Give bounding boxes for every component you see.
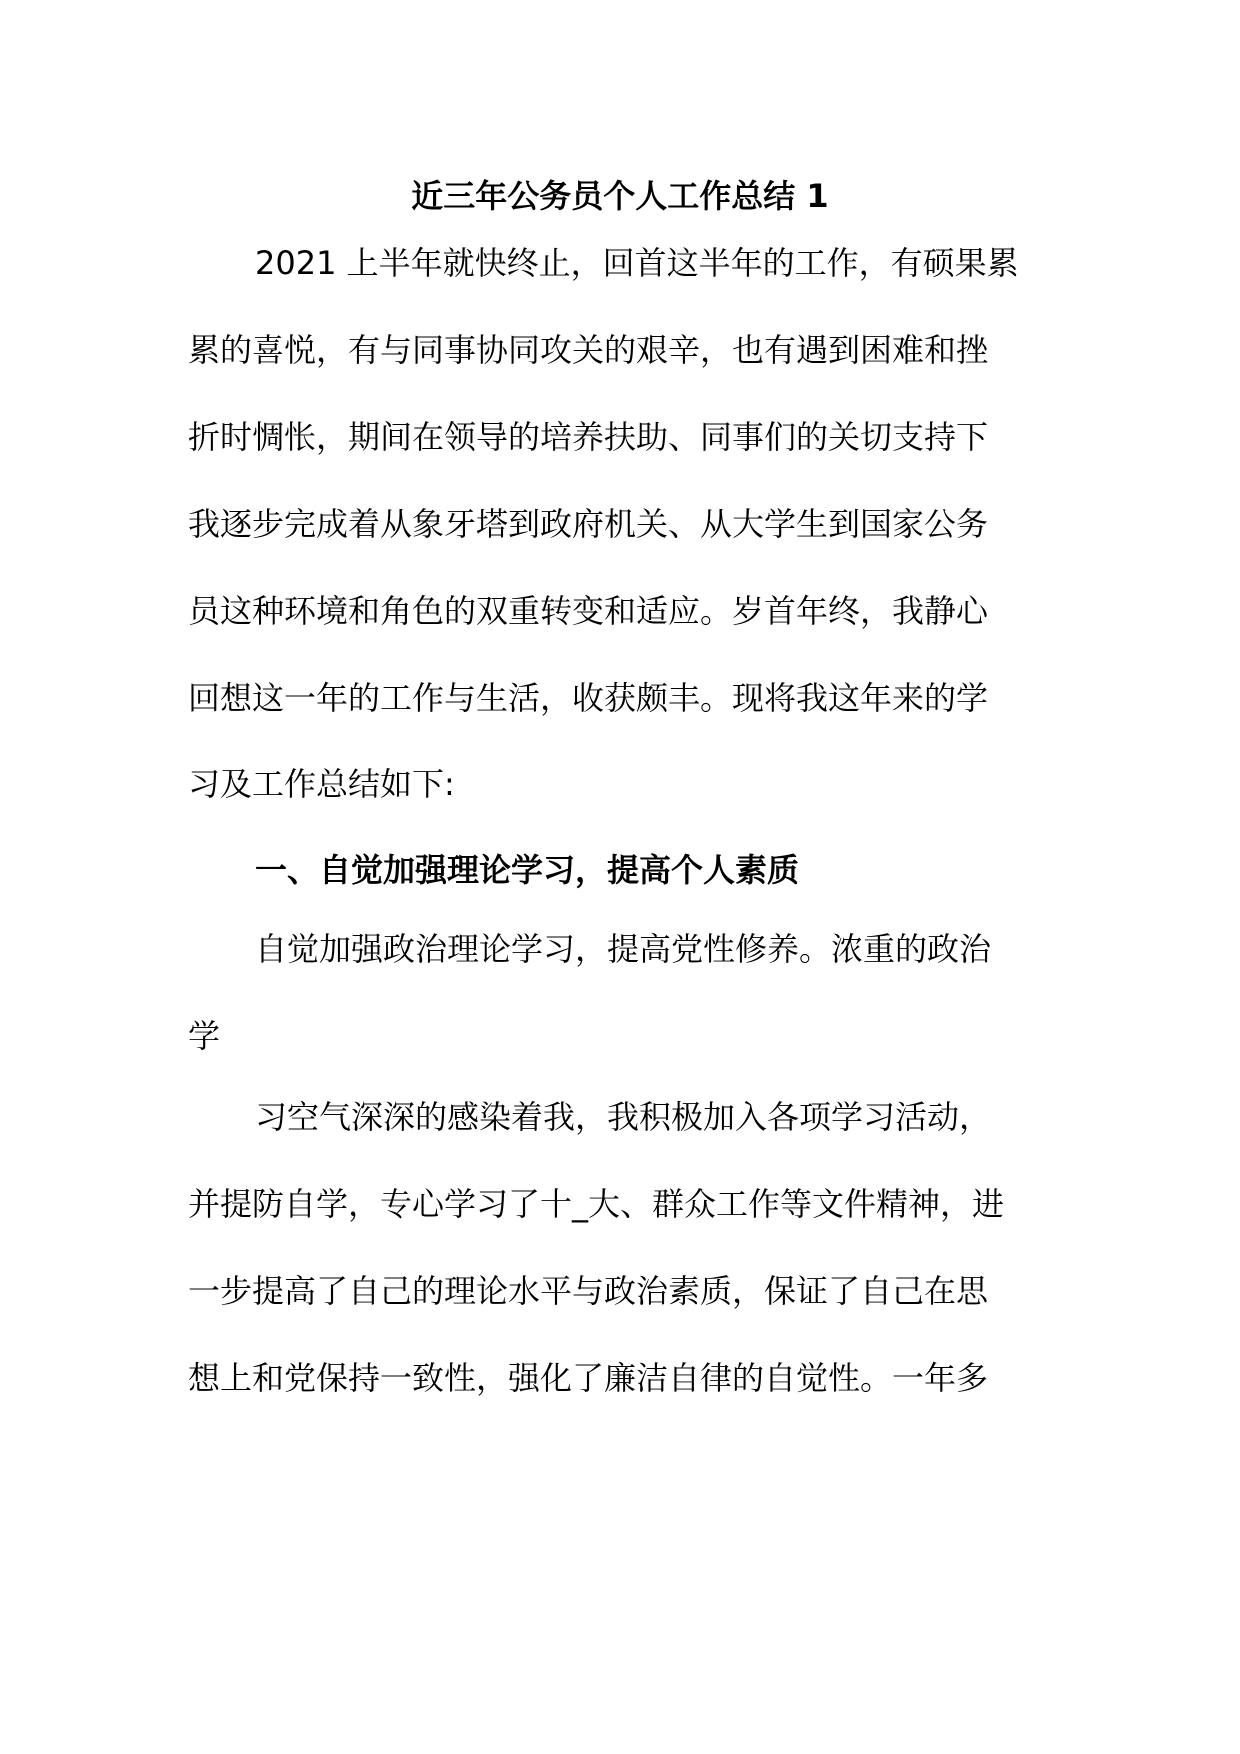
intro-line-5: 员这种环境和角色的双重转变和适应。岁首年终，我静心 xyxy=(188,592,989,630)
intro-line-3: 折时惆怅，期间在领导的培养扶助、同事们的关切支持下 xyxy=(188,418,989,456)
section-heading-1: 一、自觉加强理论学习，提高个人素质 xyxy=(255,851,800,889)
section1-para2-line-4: 想上和党保持一致性，强化了廉洁自律的自觉性。一年多 xyxy=(188,1359,989,1397)
section1-para2-line-1: 习空气深深的感染着我，我积极加入各项学习活动， xyxy=(255,1098,992,1136)
document-title: 近三年公务员个人工作总结 1 xyxy=(411,177,829,215)
intro-line-2: 累的喜悦，有与同事协同攻关的艰辛，也有遇到困难和挫 xyxy=(188,331,989,369)
section1-para1-line-2: 学 xyxy=(188,1017,221,1055)
section1-para2-line-2: 并提防自学，专心学习了十_大、群众工作等文件精神，进 xyxy=(188,1185,1005,1223)
intro-line-4: 我逐步完成着从象牙塔到政府机关、从大学生到国家公务 xyxy=(188,505,989,543)
intro-line-1: 2021 上半年就快终止，回首这半年的工作，有硕果累 xyxy=(255,244,1019,282)
section1-para1-line-1: 自觉加强政治理论学习，提高党性修养。浓重的政治 xyxy=(255,930,992,968)
intro-line-6: 回想这一年的工作与生活，收获颇丰。现将我这年来的学 xyxy=(188,679,989,717)
section1-para2-line-3: 一步提高了自己的理论水平与政治素质，保证了自己在思 xyxy=(188,1272,989,1310)
intro-line-7: 习及工作总结如下: xyxy=(188,765,455,803)
